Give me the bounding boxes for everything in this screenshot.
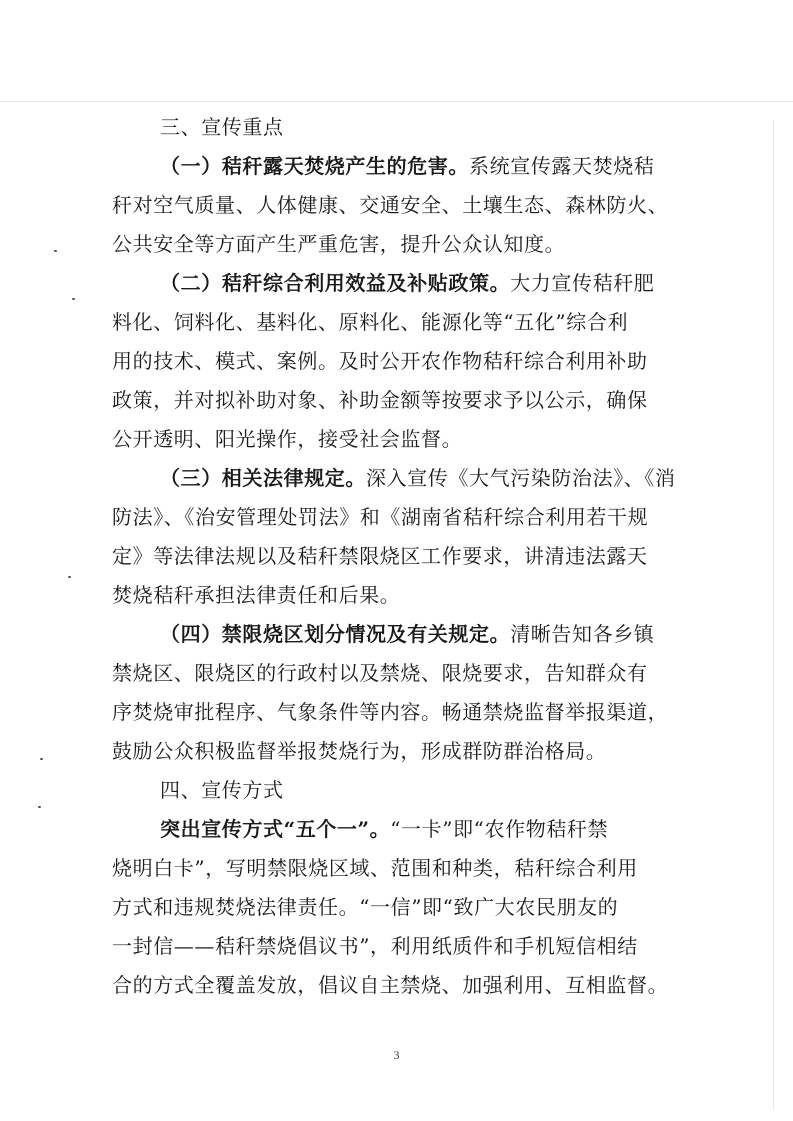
paragraph-line: 焚烧秸秆承担法律责任和后果。 — [112, 583, 401, 607]
paragraph-line: 定》等法律法规以及秸秆禁限烧区工作要求，讲清违法露天 — [112, 544, 648, 568]
item-title: 突出宣传方式“五个一”。 — [160, 817, 391, 841]
paragraph-line: 公共安全等方面产生严重危害，提升公众认知度。 — [112, 232, 566, 256]
item-text: 大力宣传秸秆肥 — [510, 271, 655, 295]
scan-speck — [72, 298, 75, 300]
paragraph-line — [112, 264, 672, 303]
paragraph-line: 公开透明、阳光操作，接受社会监督。 — [112, 427, 463, 451]
paragraph-line: 烧明白卡”，写明禁限烧区域、范围和种类，秸秆综合利用 — [112, 856, 638, 880]
scan-speck — [40, 758, 43, 760]
scan-edge-right — [773, 120, 774, 1110]
paragraph-line: 方式和违规焚烧法律责任。“一信”即“致广大农民朋友的 — [112, 895, 619, 919]
item-title: （二）秸秆综合利用效益及补贴政策。 — [160, 271, 511, 295]
item-text: 深入宣传《大气污染防治法》、《消 — [366, 466, 676, 490]
paragraph-line: 禁烧区、限烧区的行政村以及禁烧、限烧要求，告知群众有 — [112, 661, 648, 685]
item-text: 清晰告知各乡镇 — [510, 622, 655, 646]
section-heading-publicity-methods: 四、宣传方式 — [160, 778, 284, 802]
paragraph-line: 用的技术、模式、案例。及时公开农作物秸秆综合利用补助 — [112, 349, 648, 373]
item-title: （三）相关法律规定。 — [160, 466, 366, 490]
scan-speck — [68, 576, 71, 578]
scan-edge-top — [0, 101, 793, 102]
paragraph-line: 料化、饲料化、基料化、原料化、能源化等“五化”综合利 — [112, 310, 629, 334]
paragraph-line — [112, 615, 672, 654]
scan-speck — [38, 806, 41, 808]
page-number: 3 — [393, 1048, 400, 1062]
paragraph-line — [112, 810, 672, 849]
paragraph-line: 一封信——秸秆禁烧倡议书”，利用纸质件和手机短信相结 — [112, 934, 638, 958]
paragraph-line — [112, 147, 672, 186]
item-title: （一）秸秆露天焚烧产生的危害。 — [160, 154, 469, 178]
paragraph-line: 秆对空气质量、人体健康、交通安全、土壤生态、森林防火、 — [112, 193, 669, 217]
paragraph-line: 政策，并对拟补助对象、补助金额等按要求予以公示，确保 — [112, 388, 648, 412]
scan-speck — [54, 250, 57, 252]
item-title: （四）禁限烧区划分情况及有关规定。 — [160, 622, 511, 646]
paragraph-line — [112, 459, 676, 498]
paragraph-line: 序焚烧审批程序、气象条件等内容。畅通禁烧监督举报渠道， — [112, 700, 669, 724]
paragraph-line: 合的方式全覆盖发放，倡议自主禁烧、加强利用、互相监督。 — [112, 973, 669, 997]
paragraph-line: 防法》、《治安管理处罚法》和《湖南省秸秆综合利用若干规 — [112, 505, 649, 529]
section-heading-publicity-focus: 三、宣传重点 — [160, 115, 284, 139]
paragraph-line: 鼓励公众积极监督举报焚烧行为，形成群防群治格局。 — [112, 739, 607, 763]
item-text: 系统宣传露天焚烧秸 — [469, 154, 655, 178]
item-text: “一卡”即“农作物秸秆禁 — [390, 817, 609, 841]
document-body — [112, 108, 676, 1005]
